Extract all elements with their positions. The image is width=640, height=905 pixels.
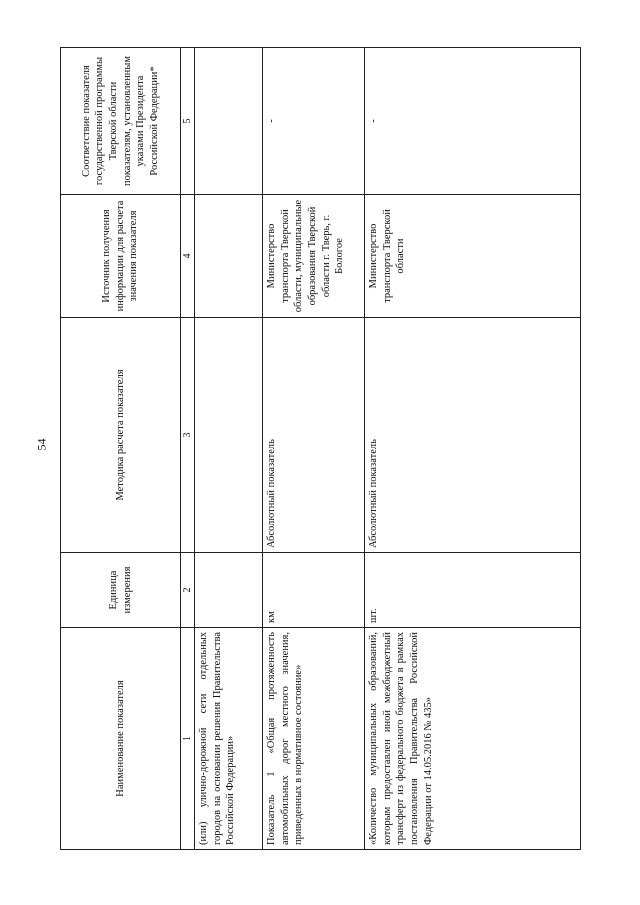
indicator-compliance: - xyxy=(263,48,365,195)
indicator-source xyxy=(195,195,263,318)
header-unit: Единица измерения xyxy=(61,553,181,628)
indicator-method: Абсолютный показатель xyxy=(263,318,365,553)
indicator-source: Министерство транспорта Тверской области, муниципальные образования Тверской области г. Тверь, г. Бологое xyxy=(263,195,365,318)
indicator-compliance: - xyxy=(365,48,581,195)
page-number: 54 xyxy=(34,438,49,451)
column-number-row xyxy=(181,48,195,850)
column-number-3: 3 xyxy=(181,318,195,553)
indicator-source: Министерство транспорта Тверской области xyxy=(365,195,581,318)
table-header-row xyxy=(61,48,181,850)
table-row xyxy=(263,48,365,850)
column-number-4: 4 xyxy=(181,195,195,318)
indicator-method: Абсолютный показатель xyxy=(365,318,581,553)
indicator-unit: км xyxy=(263,553,365,628)
indicator-name: «Количество муниципальных образований, которым предоставлен иной межбюджетный трансферт из федерального бюджета в рамках постановления Правительства Российской Федерации от 14.05.2016 № 435» xyxy=(365,628,581,850)
column-number-2: 2 xyxy=(181,553,195,628)
column-number-5: 5 xyxy=(181,48,195,195)
column-number-1: 1 xyxy=(181,628,195,850)
rotated-page xyxy=(60,48,580,850)
header-source: Источник получения информации для расчета значения показателя xyxy=(61,195,181,318)
indicator-method xyxy=(195,318,263,553)
indicator-unit xyxy=(195,553,263,628)
header-compliance: Соответствие показателя государственной программы Тверской области показателям, установленным указами Президента Российской Федерации* xyxy=(61,48,181,195)
indicator-table xyxy=(60,47,581,850)
table-row xyxy=(365,48,581,850)
indicator-compliance xyxy=(195,48,263,195)
indicator-name: (или) улично-дорожной сети отдельных городов на основании решения Правительства Российской Федерации» xyxy=(195,628,263,850)
header-method: Методика расчета показателя xyxy=(61,318,181,553)
indicator-unit: шт. xyxy=(365,553,581,628)
header-indicator-name: Наименование показателя xyxy=(61,628,181,850)
table-row xyxy=(195,48,263,850)
indicator-name: Показатель 1 «Общая протяженность автомобильных дорог местного значения, приведенных в нормативное состояние» xyxy=(263,628,365,850)
